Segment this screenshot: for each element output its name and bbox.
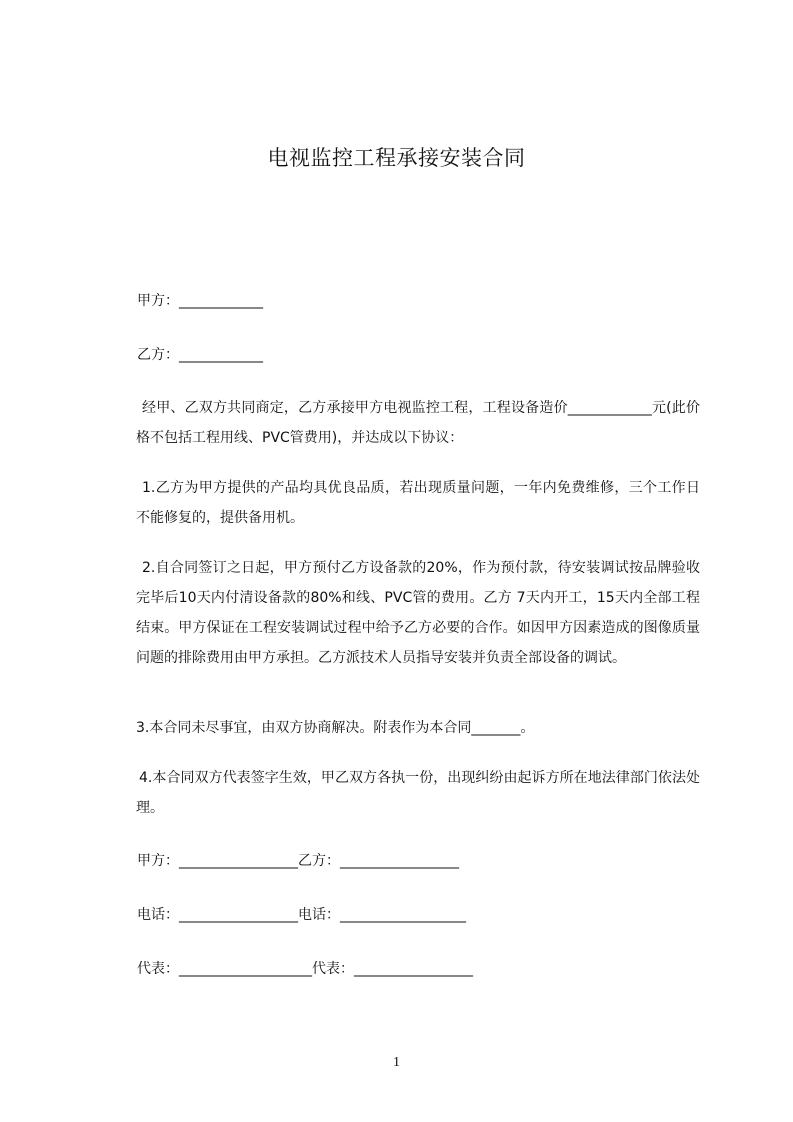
signature-phone-line: 电话：_________________电话：__________________ (137, 907, 466, 923)
page-number: 1 (393, 1055, 400, 1070)
document-title: 电视监控工程承接安装合同 (267, 146, 526, 170)
clause-4: 4.本合同双方代表签字生效，甲乙双方各执一份，出现纠纷由起诉方所在地法律部门依法处理。 (136, 770, 700, 816)
party-b-line: 乙方：____________ (137, 347, 263, 363)
signature-party-line: 甲方：_________________乙方：_________________ (137, 853, 459, 869)
clause-2: 2.自合同签订之日起，甲方预付乙方设备款的20%，作为预付款，待安装调试按品牌验收完毕后10天内付清设备款的80%和线、PVC管的费用。乙方 7天内开工，15天内全部工程结束。甲方保证在工程安装调试过程中给予乙方必要的合作。如因甲方因素造成的图像质量问题的排除费用由甲方承担。乙方派技术人员指导安装并负责全部设备的调试。 (136, 560, 700, 666)
intro-paragraph: 经甲、乙双方共同商定，乙方承接甲方电视监控工程，工程设备造价____________元(此价格不包括工程用线、PVC管费用)，并达成以下协议： (136, 400, 700, 446)
clause-1: 1.乙方为甲方提供的产品均具优良品质，若出现质量问题，一年内免费维修，三个工作日不能修复的，提供备用机。 (136, 480, 700, 526)
party-a-line: 甲方：____________ (137, 293, 263, 309)
signature-representative-line: 代表：___________________代表：_________________ (137, 961, 473, 977)
clause-3: 3.本合同未尽事宜，由双方协商解决。附表作为本合同_______。 (136, 720, 535, 736)
